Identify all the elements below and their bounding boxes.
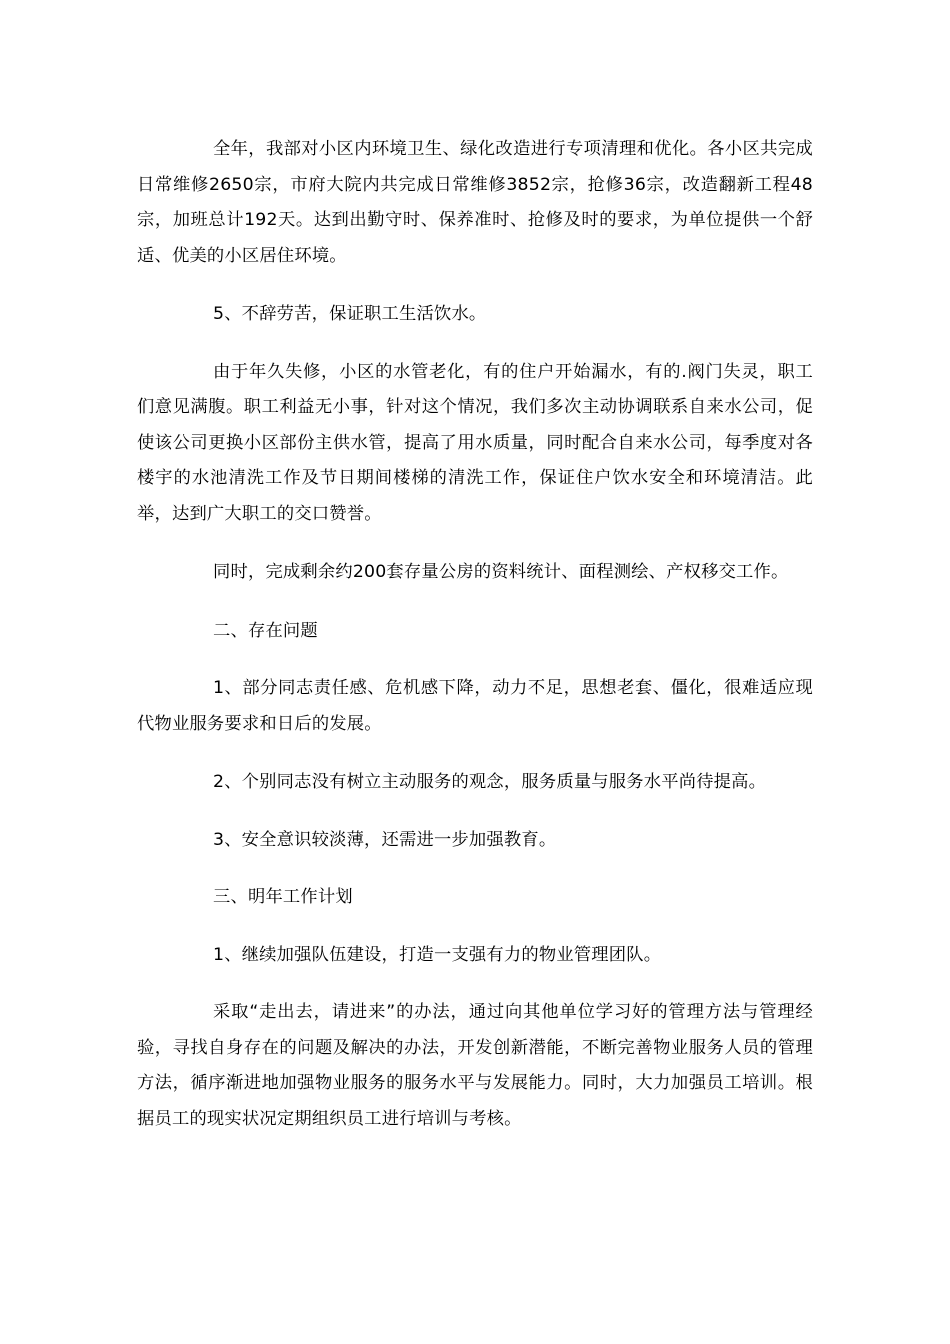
problem-item-2: 2、个别同志没有树立主动服务的观念，服务质量与服务水平尚待提高。 xyxy=(213,772,767,792)
section-heading-problems: 二、存在问题 xyxy=(213,620,318,641)
paragraph-drinking-water-heading: 5、不辞劳苦，保证职工生活饮水。 xyxy=(213,304,487,324)
section-heading-next-year-plan: 三、明年工作计划 xyxy=(213,887,353,907)
problem-item-3: 3、安全意识较淡薄，还需进一步加强教育。 xyxy=(213,829,557,850)
document-body xyxy=(137,132,813,1160)
plan-item-1: 1、继续加强队伍建设，打造一支强有力的物业管理团队。 xyxy=(213,944,662,965)
paragraph-maintenance-summary: 全年，我部对小区内环境卫生、绿化改造进行专项清理和优化。各小区共完成日常维修2650宗，市府大院内共完成日常维修3852宗，抢修36宗，改造翻新工程48宗，加班总计192天。达到出勤守时、保养准时、抢修及时的要求，为单位提供一个舒适、优美的小区居住环境。 xyxy=(137,139,813,266)
paragraph-public-housing: 同时，完成剩余约200套存量公房的资料统计、面程测绘、产权移交工作。 xyxy=(213,562,789,582)
paragraph-water-pipes: 由于年久失修，小区的水管老化，有的住户开始漏水，有的.阀门失灵，职工们意见满腹。职工利益无小事，针对这个情况，我们多次主动协调联系自来水公司，促使该公司更换小区部份主供水管，提高了用水质量，同时配合自来水公司，每季度对各楼宇的水池清洗工作及节日期间楼梯的清洗工作，保证住户饮水安全和环境清洁。此举，达到广大职工的交口赞誉。 xyxy=(137,361,813,524)
problem-item-1: 1、部分同志责任感、危机感下降，动力不足，思想老套、僵化，很难适应现代物业服务要求和日后的发展。 xyxy=(137,678,813,734)
paragraph-training-plan: 采取“走出去，请进来”的办法，通过向其他单位学习好的管理方法与管理经验，寻找自身存在的问题及解决的办法，开发创新潜能，不断完善物业服务人员的管理方法，循序渐进地加强物业服务的服务水平与发展能力。同时，大力加强员工培训。根据员工的现实状况定期组织员工进行培训与考核。 xyxy=(137,1002,813,1129)
